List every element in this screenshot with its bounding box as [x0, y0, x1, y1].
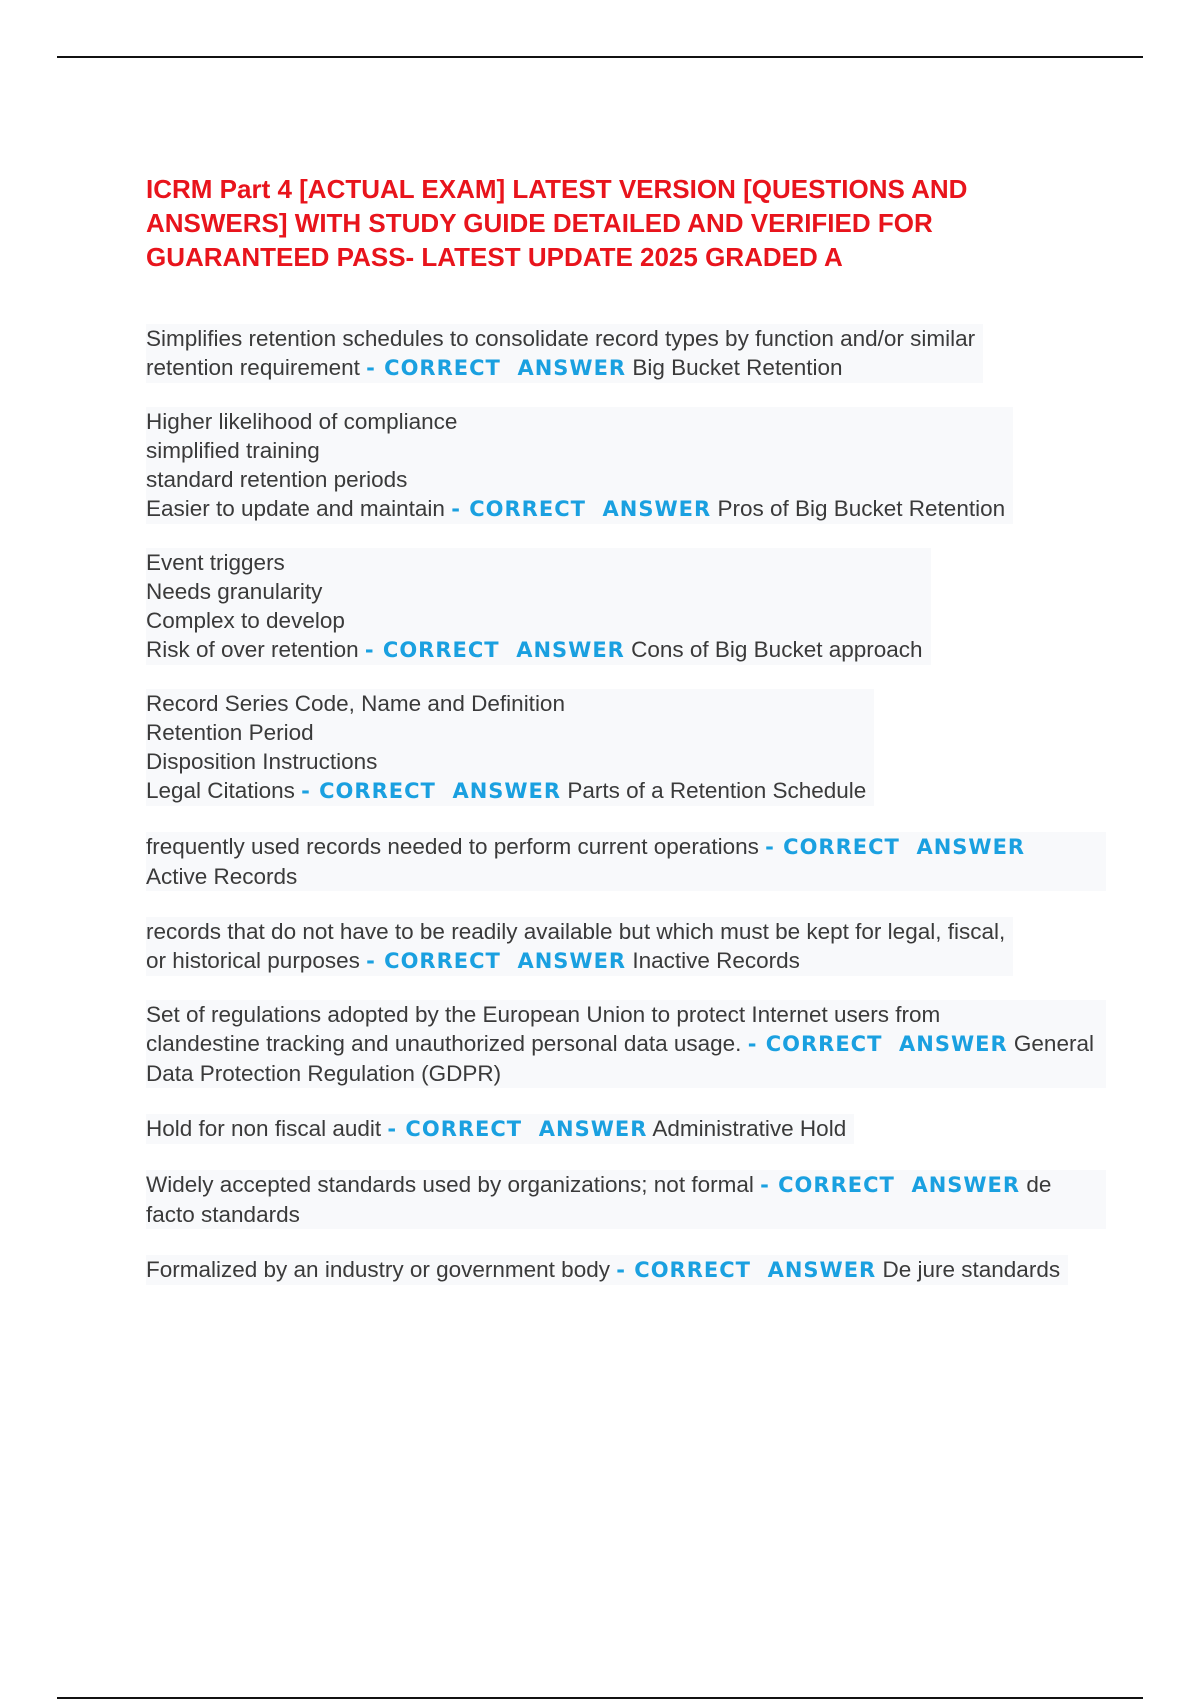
answer-text: De jure standards — [882, 1257, 1061, 1282]
correct-answer-marker: - CORRECT ANSWER — [301, 779, 562, 803]
qa-item — [146, 1114, 854, 1144]
question-line: Event triggers — [146, 550, 285, 575]
question-line: Set of regulations adopted by the European Union to protect Internet users from — [146, 1002, 941, 1027]
header-rule — [57, 56, 1143, 58]
answer-text: Inactive Records — [632, 948, 800, 973]
question-line: Needs granularity — [146, 579, 323, 604]
question-line: Widely accepted standards used by organizations; not formal — [146, 1172, 754, 1197]
qa-item — [146, 324, 983, 383]
correct-answer-marker: - CORRECT ANSWER — [366, 949, 627, 973]
question-line: simplified training — [146, 438, 320, 463]
qa-item — [146, 548, 931, 665]
correct-answer-marker: - CORRECT ANSWER — [765, 835, 1026, 859]
question-line: clandestine tracking and unauthorized personal data usage. — [146, 1031, 742, 1056]
qa-item — [146, 1170, 1106, 1229]
correct-answer-marker: - CORRECT ANSWER — [616, 1258, 877, 1282]
qa-item — [146, 1255, 1068, 1285]
answer-text: Active Records — [146, 864, 298, 889]
correct-answer-marker: - CORRECT ANSWER — [366, 356, 627, 380]
question-line: Complex to develop — [146, 608, 345, 633]
answer-text: de facto standards — [146, 1172, 1052, 1227]
question-line: Higher likelihood of compliance — [146, 409, 458, 434]
question-line: Risk of over retention — [146, 637, 359, 662]
footer-rule — [57, 1697, 1143, 1699]
question-line: Simplifies retention schedules to consolidate record types by function and/or similar — [146, 326, 976, 351]
question-line: standard retention periods — [146, 467, 408, 492]
question-line: records that do not have to be readily available but which must be kept for legal, fiscal, — [146, 919, 1006, 944]
question-line: Hold for non fiscal audit — [146, 1116, 382, 1141]
correct-answer-marker: - CORRECT ANSWER — [451, 497, 712, 521]
question-line: Record Series Code, Name and Definition — [146, 691, 565, 716]
question-line: Disposition Instructions — [146, 749, 378, 774]
question-line: Retention Period — [146, 720, 314, 745]
answer-text: Cons of Big Bucket approach — [631, 637, 923, 662]
answer-text: Parts of a Retention Schedule — [567, 778, 867, 803]
qa-item — [146, 407, 1013, 524]
correct-answer-marker: - CORRECT ANSWER — [387, 1117, 648, 1141]
answer-text: Pros of Big Bucket Retention — [717, 496, 1006, 521]
question-line: Formalized by an industry or government body — [146, 1257, 610, 1282]
answer-text: Administrative Hold — [652, 1116, 847, 1141]
qa-list — [146, 324, 1106, 1285]
qa-item — [146, 1000, 1106, 1088]
question-line: Legal Citations — [146, 778, 295, 803]
question-line: or historical purposes — [146, 948, 360, 973]
question-line: Easier to update and maintain — [146, 496, 445, 521]
qa-item — [146, 832, 1106, 891]
document-title: ICRM Part 4 [ACTUAL EXAM] LATEST VERSION [QUESTIONS AND ANSWERS] WITH STUDY GUIDE DETAILED AND VERIFIED FOR GUARANTEED PASS- LATEST UPDATE 2025 GRADED A — [146, 174, 968, 272]
question-line: retention requirement — [146, 355, 360, 380]
answer-text: General Data Protection Regulation (GDPR) — [146, 1031, 1094, 1086]
correct-answer-marker: - CORRECT ANSWER — [747, 1032, 1008, 1056]
correct-answer-marker: - CORRECT ANSWER — [760, 1173, 1021, 1197]
correct-answer-marker: - CORRECT ANSWER — [364, 638, 625, 662]
answer-text: Big Bucket Retention — [632, 355, 843, 380]
qa-item — [146, 917, 1013, 976]
qa-item — [146, 689, 874, 806]
question-line: frequently used records needed to perform current operations — [146, 834, 759, 859]
